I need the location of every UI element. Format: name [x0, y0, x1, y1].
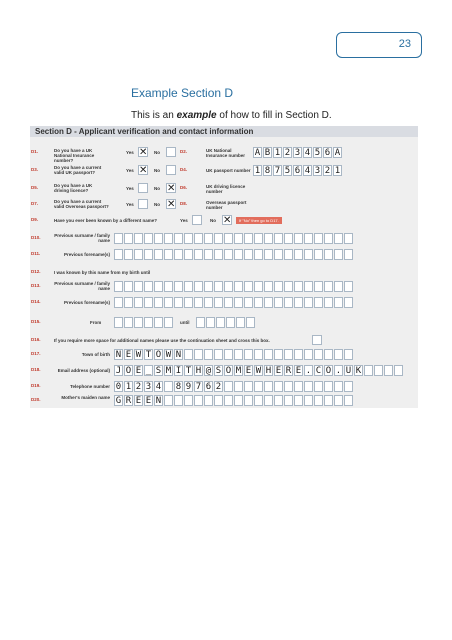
char-box[interactable] [134, 281, 143, 292]
char-box[interactable] [234, 249, 243, 260]
char-box[interactable]: N [175, 350, 182, 360]
char-box[interactable] [224, 281, 233, 292]
char-box[interactable] [206, 317, 215, 328]
row-d3: D3. Do you have a current valid UK passport? Yes ✕ No D4. UK passport number 1 8 7 5 6 4 3 2 1 [30, 164, 418, 178]
row-d7: D7. Do you have a current valid Overseas passport? Yes No ✕ D8. Overseas passport number [31, 199, 247, 210]
char-box[interactable] [284, 281, 293, 292]
char-box[interactable]: 3 [294, 148, 301, 158]
char-box[interactable] [304, 281, 313, 292]
char-box[interactable] [324, 233, 333, 244]
section-heading: Example Section D [131, 86, 234, 100]
char-box[interactable] [214, 281, 223, 292]
char-box[interactable] [246, 317, 255, 328]
char-box[interactable]: A [334, 148, 341, 158]
char-box[interactable]: R [285, 366, 292, 376]
char-box[interactable]: C [315, 366, 322, 376]
char-box[interactable]: 8 [264, 166, 271, 176]
d9-yes-checkbox[interactable] [192, 215, 202, 225]
char-box[interactable] [274, 233, 283, 244]
char-box[interactable] [264, 249, 273, 260]
d3-no-checkbox[interactable] [166, 165, 176, 175]
d18-email-input[interactable] [114, 365, 404, 376]
d15-from-date-input[interactable] [114, 317, 174, 328]
char-box[interactable] [274, 281, 283, 292]
char-box[interactable]: 7 [274, 166, 281, 176]
d9-hint: If "No" then go to D17. [236, 217, 282, 224]
char-box[interactable]: M [165, 366, 172, 376]
char-box[interactable] [324, 249, 333, 260]
char-box[interactable] [164, 381, 173, 392]
d17-town-of-birth-input[interactable] [114, 349, 354, 360]
row-d18: D18. Email address (optional) J O E _ S M I T H @ S O M E W H E R E . C O . U K [30, 364, 418, 378]
char-box[interactable] [274, 297, 283, 308]
char-box[interactable] [174, 249, 183, 260]
char-box[interactable] [314, 349, 323, 360]
char-box[interactable]: A [254, 148, 261, 158]
d15-until-date-input[interactable] [196, 317, 256, 328]
char-box[interactable] [324, 381, 333, 392]
char-box[interactable] [254, 281, 263, 292]
char-box[interactable]: _ [145, 366, 152, 376]
char-box[interactable] [234, 233, 243, 244]
char-box[interactable] [324, 395, 333, 406]
char-box[interactable] [164, 297, 173, 308]
char-box[interactable]: 7 [195, 382, 202, 392]
char-box[interactable] [164, 281, 173, 292]
char-box[interactable] [244, 381, 253, 392]
char-box[interactable] [314, 381, 323, 392]
row-d19: D19. Telephone number 0 1 2 3 4 8 9 7 6 2 [30, 380, 418, 394]
char-box[interactable]: E [125, 350, 132, 360]
char-box[interactable] [154, 281, 163, 292]
char-box[interactable] [234, 281, 243, 292]
char-box[interactable]: G [115, 396, 122, 406]
char-box[interactable]: E [145, 396, 152, 406]
char-box[interactable]: J [115, 366, 122, 376]
char-box[interactable]: H [265, 366, 272, 376]
char-box[interactable] [344, 233, 353, 244]
char-box[interactable]: N [115, 350, 122, 360]
char-box[interactable] [274, 249, 283, 260]
d11-previous-forenames-input[interactable] [114, 249, 354, 260]
char-box[interactable] [114, 317, 123, 328]
char-box[interactable] [194, 281, 203, 292]
char-box[interactable]: R [125, 396, 132, 406]
char-box[interactable] [114, 249, 123, 260]
char-box[interactable] [174, 281, 183, 292]
char-box[interactable] [234, 395, 243, 406]
char-box[interactable]: S [215, 366, 222, 376]
char-box[interactable] [304, 395, 313, 406]
char-box[interactable] [344, 281, 353, 292]
char-box[interactable] [124, 317, 133, 328]
char-box[interactable] [204, 297, 213, 308]
char-box[interactable] [334, 381, 343, 392]
char-box[interactable]: 8 [175, 382, 182, 392]
char-box[interactable]: K [355, 366, 362, 376]
row-d5: D5. Do you have a UK driving licence? Yes No ✕ D6. UK driving licence number [31, 183, 246, 194]
char-box[interactable] [314, 249, 323, 260]
row-d11: D11. Previous forename(s) [30, 248, 418, 262]
char-box[interactable] [224, 381, 233, 392]
char-box[interactable] [184, 297, 193, 308]
char-box[interactable] [154, 297, 163, 308]
char-box[interactable]: M [235, 366, 242, 376]
char-box[interactable] [214, 233, 223, 244]
char-box[interactable] [154, 317, 163, 328]
char-box[interactable] [284, 297, 293, 308]
char-box[interactable]: E [135, 366, 142, 376]
char-box[interactable]: O [225, 366, 232, 376]
row-d1: D1. Do you have a UK National Insurance number? Yes ✕ No D2. UK National Insurance number A B 1 2 3 4 5 6 A [30, 146, 418, 160]
char-box[interactable]: W [255, 366, 262, 376]
row-d20: D20. Mother's maiden name G R E E N [30, 394, 418, 408]
char-box[interactable] [194, 233, 203, 244]
char-box[interactable] [294, 281, 303, 292]
row-d13: D13. Previous surname / family name [30, 280, 418, 294]
char-box[interactable]: . [335, 366, 342, 376]
char-box[interactable] [284, 249, 293, 260]
char-box[interactable] [344, 349, 353, 360]
char-box[interactable] [334, 249, 343, 260]
char-box[interactable] [344, 381, 353, 392]
d20-mothers-maiden-name-input[interactable] [114, 395, 354, 406]
d3-yes-checkbox[interactable]: ✕ [139, 165, 148, 176]
char-box[interactable] [244, 281, 253, 292]
d14-previous-forenames-input[interactable] [114, 297, 354, 308]
char-box[interactable]: O [125, 366, 132, 376]
char-box[interactable] [214, 395, 223, 406]
char-box[interactable]: E [295, 366, 302, 376]
char-box[interactable] [344, 249, 353, 260]
char-box[interactable] [174, 233, 183, 244]
char-box[interactable] [134, 233, 143, 244]
row-d15: D15. From until [30, 316, 418, 330]
char-box[interactable]: E [245, 366, 252, 376]
char-box[interactable]: 4 [304, 166, 311, 176]
char-box[interactable] [294, 395, 303, 406]
char-box[interactable] [334, 297, 343, 308]
d5-yes-checkbox[interactable] [138, 183, 148, 193]
char-box[interactable] [314, 281, 323, 292]
d19-telephone-input[interactable] [114, 381, 354, 392]
char-box[interactable]: 6 [294, 166, 301, 176]
char-box[interactable] [164, 249, 173, 260]
char-box[interactable] [264, 297, 273, 308]
char-box[interactable]: 6 [324, 148, 331, 158]
char-box[interactable] [344, 297, 353, 308]
char-box[interactable] [324, 297, 333, 308]
char-box[interactable]: 9 [185, 382, 192, 392]
char-box[interactable] [244, 349, 253, 360]
char-box[interactable] [164, 233, 173, 244]
char-box[interactable] [254, 297, 263, 308]
char-box[interactable] [224, 297, 233, 308]
char-box[interactable] [234, 297, 243, 308]
char-box[interactable] [194, 395, 203, 406]
char-box[interactable] [224, 249, 233, 260]
char-box[interactable] [304, 297, 313, 308]
char-box[interactable] [334, 395, 343, 406]
d10-previous-surname-input[interactable] [114, 233, 354, 244]
char-box[interactable]: E [135, 396, 142, 406]
char-box[interactable]: 1 [254, 166, 261, 176]
d1-no-checkbox[interactable] [166, 147, 176, 157]
char-box[interactable]: N [155, 396, 162, 406]
char-box[interactable] [244, 249, 253, 260]
char-box[interactable] [274, 349, 283, 360]
d9-no-checkbox[interactable]: ✕ [223, 215, 232, 226]
char-box[interactable] [324, 349, 333, 360]
char-box[interactable] [204, 395, 213, 406]
char-box[interactable] [284, 395, 293, 406]
char-box[interactable]: 1 [125, 382, 132, 392]
char-box[interactable] [216, 317, 225, 328]
char-box[interactable] [194, 349, 203, 360]
char-box[interactable] [234, 349, 243, 360]
char-box[interactable]: O [155, 350, 162, 360]
char-box[interactable] [236, 317, 245, 328]
char-box[interactable] [184, 233, 193, 244]
char-box[interactable] [194, 297, 203, 308]
char-box[interactable] [254, 381, 263, 392]
char-box[interactable]: 4 [155, 382, 162, 392]
char-box[interactable]: S [155, 366, 162, 376]
char-box[interactable] [184, 349, 193, 360]
char-box[interactable] [294, 233, 303, 244]
char-box[interactable] [134, 297, 143, 308]
char-box[interactable]: 5 [314, 148, 321, 158]
char-box[interactable] [154, 233, 163, 244]
char-box[interactable] [204, 281, 213, 292]
char-box[interactable] [204, 233, 213, 244]
char-box[interactable] [234, 381, 243, 392]
char-box[interactable] [214, 249, 223, 260]
intro-text: This is an example of how to fill in Section D. [131, 110, 332, 121]
char-box[interactable]: B [264, 148, 271, 158]
char-box[interactable] [334, 349, 343, 360]
char-box[interactable] [144, 281, 153, 292]
char-box[interactable]: 3 [314, 166, 321, 176]
section-d-title: Section D - Applicant verification and contact information [30, 126, 418, 137]
row-d9: D9. Have you ever been known by a different name? Yes No ✕ If "No" then go to D17. [30, 214, 418, 228]
char-box[interactable] [264, 233, 273, 244]
char-box[interactable] [174, 395, 183, 406]
char-box[interactable] [394, 365, 403, 376]
char-box[interactable] [244, 297, 253, 308]
page-number-box [336, 32, 422, 58]
section-d-form [30, 126, 418, 408]
char-box[interactable] [254, 349, 263, 360]
char-box[interactable]: E [275, 366, 282, 376]
char-box[interactable] [374, 365, 383, 376]
char-box[interactable]: 4 [304, 148, 311, 158]
char-box[interactable] [294, 381, 303, 392]
char-box[interactable] [284, 381, 293, 392]
char-box[interactable]: @ [205, 366, 212, 376]
char-box[interactable] [164, 317, 173, 328]
row-d16: D16. If you require more space for additional names please use the continuation sheet and cross this box. [30, 334, 418, 348]
row-d17: D17. Town of birth N E W T O W N [30, 348, 418, 362]
char-box[interactable] [114, 281, 123, 292]
char-box[interactable] [134, 317, 143, 328]
char-box[interactable] [364, 365, 373, 376]
char-box[interactable]: 2 [215, 382, 222, 392]
char-box[interactable] [254, 395, 263, 406]
char-box[interactable] [154, 249, 163, 260]
char-box[interactable]: H [195, 366, 202, 376]
d5-no-checkbox[interactable]: ✕ [167, 183, 176, 194]
char-box[interactable] [304, 249, 313, 260]
char-box[interactable] [144, 317, 153, 328]
char-box[interactable]: I [175, 366, 182, 376]
char-box[interactable] [224, 395, 233, 406]
char-box[interactable] [184, 395, 193, 406]
char-box[interactable] [224, 233, 233, 244]
char-box[interactable] [344, 395, 353, 406]
char-box[interactable] [214, 349, 223, 360]
d7-yes-checkbox[interactable] [138, 199, 148, 209]
char-box[interactable] [144, 249, 153, 260]
char-box[interactable]: 0 [115, 382, 122, 392]
char-box[interactable]: 2 [284, 148, 291, 158]
char-box[interactable] [226, 317, 235, 328]
char-box[interactable] [264, 395, 273, 406]
char-box[interactable]: 2 [135, 382, 142, 392]
char-box[interactable] [124, 233, 133, 244]
char-box[interactable] [194, 249, 203, 260]
char-box[interactable] [204, 349, 213, 360]
char-box[interactable] [314, 233, 323, 244]
char-box[interactable] [214, 297, 223, 308]
char-box[interactable]: 1 [334, 166, 341, 176]
char-box[interactable] [244, 395, 253, 406]
char-box[interactable] [304, 233, 313, 244]
char-box[interactable] [294, 297, 303, 308]
char-box[interactable] [324, 281, 333, 292]
char-box[interactable] [164, 395, 173, 406]
char-box[interactable] [264, 349, 273, 360]
char-box[interactable] [294, 349, 303, 360]
char-box[interactable] [314, 297, 323, 308]
char-box[interactable] [184, 281, 193, 292]
d2-ni-number-input[interactable] [253, 147, 343, 158]
char-box[interactable]: 1 [274, 148, 281, 158]
char-box[interactable] [384, 365, 393, 376]
char-box[interactable] [294, 249, 303, 260]
char-box[interactable] [184, 249, 193, 260]
char-box[interactable] [124, 297, 133, 308]
char-box[interactable]: 2 [324, 166, 331, 176]
char-box[interactable] [254, 249, 263, 260]
char-box[interactable] [284, 233, 293, 244]
char-box[interactable]: . [305, 366, 312, 376]
char-box[interactable] [124, 249, 133, 260]
page-number: 23 [398, 38, 411, 50]
char-box[interactable] [174, 297, 183, 308]
d16-continuation-checkbox[interactable] [312, 335, 322, 345]
row-d12: D12. I was known by this name from my birth until [31, 269, 151, 275]
char-box[interactable] [264, 281, 273, 292]
char-box[interactable] [314, 395, 323, 406]
row-d10: D10. Previous surname / family name [30, 232, 418, 246]
char-box[interactable] [274, 395, 283, 406]
char-box[interactable] [274, 381, 283, 392]
char-box[interactable]: T [145, 350, 152, 360]
char-box[interactable] [304, 381, 313, 392]
d4-passport-number-input[interactable] [253, 165, 343, 176]
char-box[interactable] [254, 233, 263, 244]
char-box[interactable] [196, 317, 205, 328]
char-box[interactable]: T [185, 366, 192, 376]
char-box[interactable] [144, 297, 153, 308]
char-box[interactable] [124, 281, 133, 292]
char-box[interactable] [144, 233, 153, 244]
char-box[interactable] [204, 249, 213, 260]
char-box[interactable]: 5 [284, 166, 291, 176]
d7-no-checkbox[interactable]: ✕ [167, 199, 176, 210]
char-box[interactable] [264, 381, 273, 392]
char-box[interactable] [284, 349, 293, 360]
char-box[interactable] [224, 349, 233, 360]
char-box[interactable] [134, 249, 143, 260]
d1-yes-checkbox[interactable]: ✕ [139, 147, 148, 158]
char-box[interactable] [114, 297, 123, 308]
char-box[interactable]: 6 [205, 382, 212, 392]
row-d14: D14. Previous forename(s) [30, 296, 418, 310]
char-box[interactable] [334, 233, 343, 244]
char-box[interactable]: W [165, 350, 172, 360]
char-box[interactable] [304, 349, 313, 360]
char-box[interactable] [114, 233, 123, 244]
char-box[interactable] [244, 233, 253, 244]
char-box[interactable] [334, 281, 343, 292]
char-box[interactable]: U [345, 366, 352, 376]
char-box[interactable]: O [325, 366, 332, 376]
d13-previous-surname-input[interactable] [114, 281, 354, 292]
char-box[interactable]: W [135, 350, 142, 360]
char-box[interactable]: 3 [145, 382, 152, 392]
